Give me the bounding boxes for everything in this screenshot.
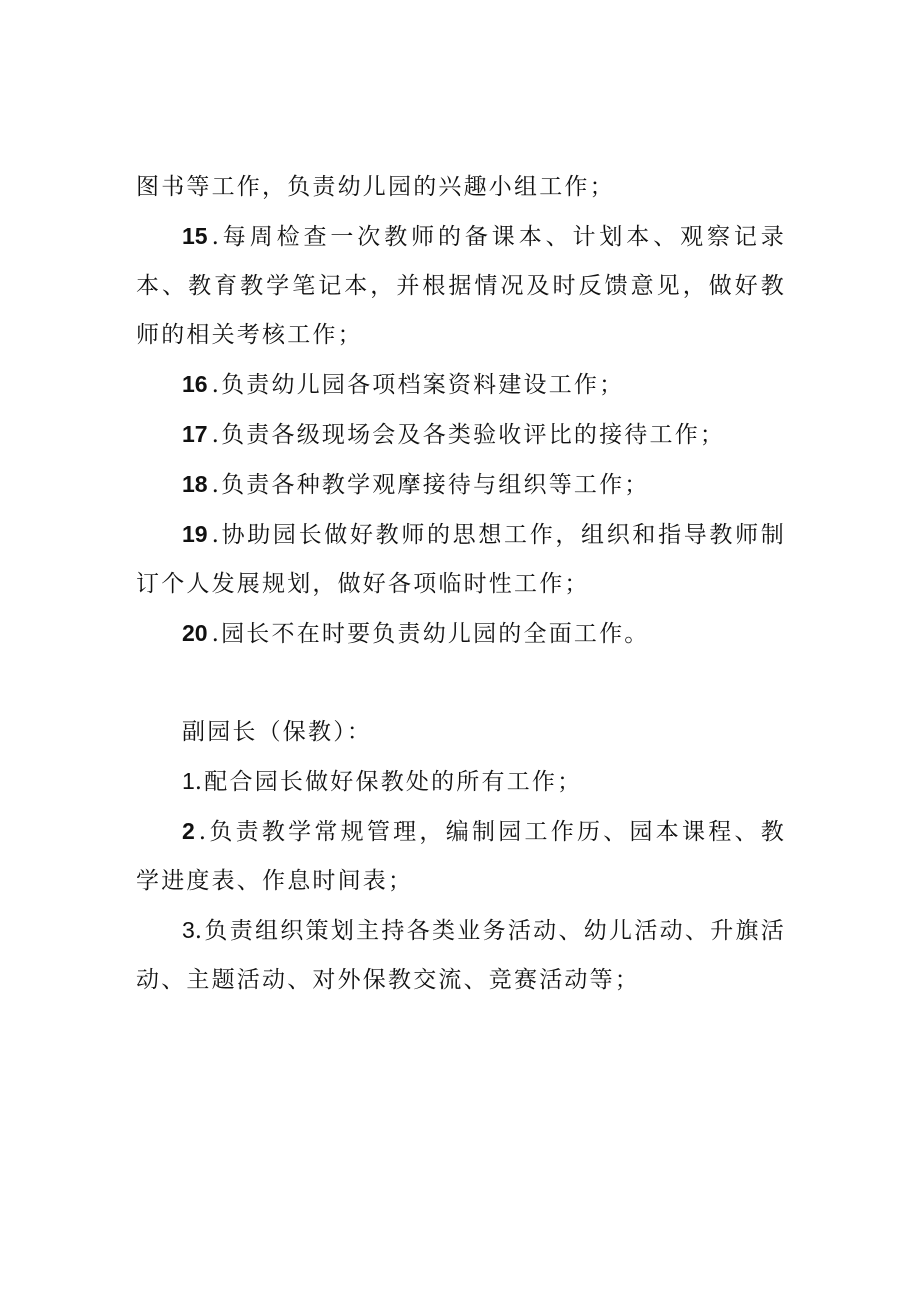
- list-item-20: [136, 609, 786, 659]
- item-number: 15: [182, 223, 208, 249]
- item-text: .每周检查一次教师的备课本、计划本、观察记录本、教育教学笔记本，并根据情况及时反馈意见，做好教师的相关考核工作；: [136, 224, 786, 348]
- item-text: .负责组织策划主持各类业务活动、幼儿活动、升旗活动、主题活动、对外保教交流、竞赛活动等；: [136, 918, 786, 993]
- item-number: 18: [182, 471, 208, 497]
- item-text: .负责幼儿园各项档案资料建设工作；: [211, 372, 625, 398]
- section-title: [136, 708, 786, 757]
- document-body: [136, 163, 786, 1005]
- list-item-18: [136, 460, 786, 510]
- list-item-16: [136, 360, 786, 410]
- item-text: .负责各种教学观摩接待与组织等工作；: [211, 472, 650, 498]
- section-title-text: 副园长（保教）：: [182, 719, 373, 745]
- item-number: 3: [182, 917, 195, 943]
- list-item-17: [136, 410, 786, 460]
- item-number: 19: [182, 521, 208, 547]
- item-number: 16: [182, 371, 208, 397]
- item-number: 2: [182, 818, 195, 844]
- paragraph-gap: [136, 659, 786, 708]
- list-item-15: [136, 212, 786, 360]
- section-item-1: [136, 757, 786, 807]
- paragraph-continuation: [136, 163, 786, 212]
- paragraph-text: 图书等工作，负责幼儿园的兴趣小组工作；: [136, 174, 615, 200]
- item-text: .负责各级现场会及各类验收评比的接待工作；: [211, 422, 726, 448]
- item-number: 17: [182, 421, 208, 447]
- item-text: .园长不在时要负责幼儿园的全面工作。: [211, 621, 650, 647]
- item-text: .协助园长做好教师的思想工作，组织和指导教师制订个人发展规划，做好各项临时性工作；: [136, 522, 786, 597]
- item-number: 20: [182, 620, 208, 646]
- list-item-19: [136, 510, 786, 609]
- section-item-2: [136, 807, 786, 906]
- item-number: 1: [182, 768, 195, 794]
- section-item-3: [136, 906, 786, 1005]
- item-text: .配合园长做好保教处的所有工作；: [194, 769, 583, 795]
- item-text: .负责教学常规管理，编制园工作历、园本课程、教学进度表、作息时间表；: [136, 819, 786, 894]
